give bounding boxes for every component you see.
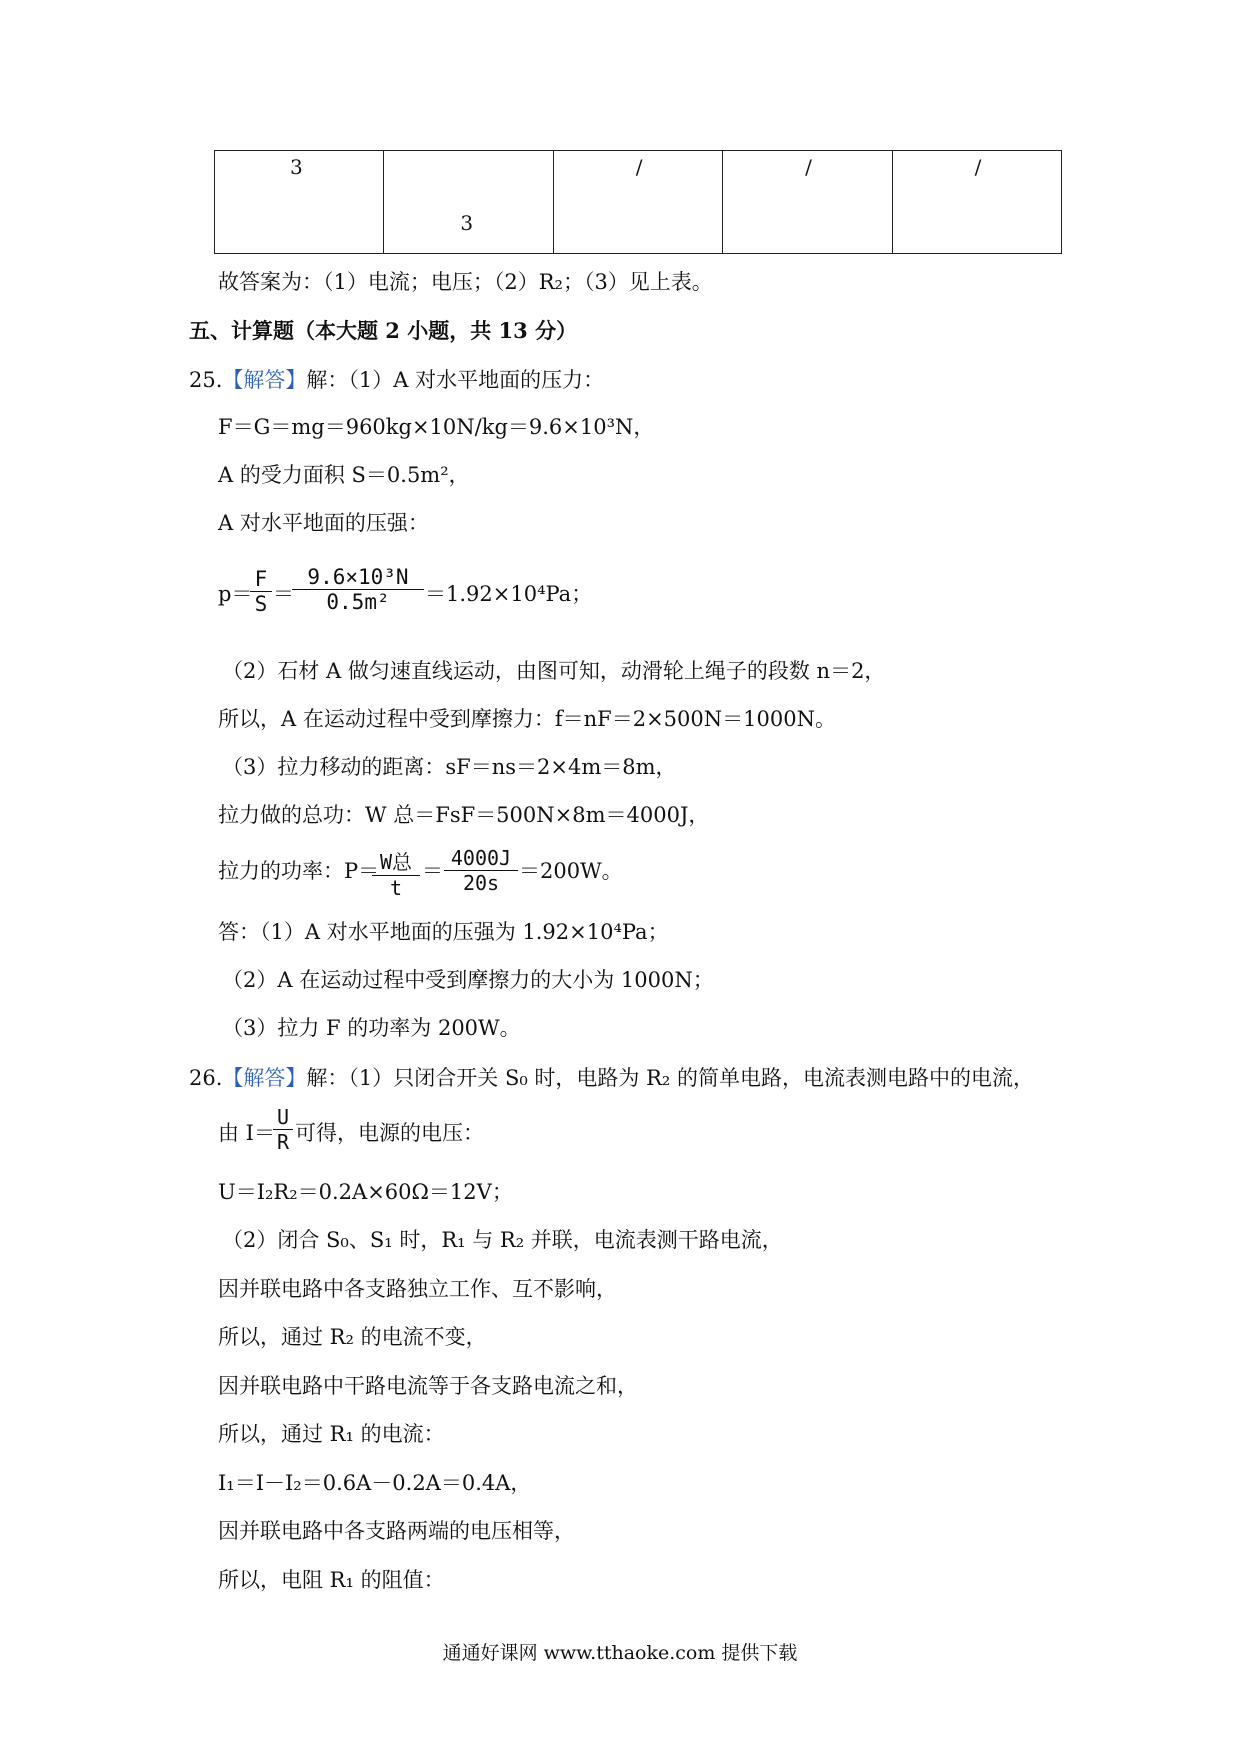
- q25-line: A 对水平地面的压强：: [218, 511, 429, 535]
- cell-text: /: [635, 155, 643, 179]
- q26-number: 26.: [189, 1066, 223, 1090]
- fraction-denominator: t: [389, 876, 403, 900]
- q25-line: （2）石材 A 做匀速直线运动，由图可知，动滑轮上绳子的段数 n＝2，: [222, 659, 886, 683]
- q25-intro: [189, 370, 604, 391]
- q26-line: 所以，电阻 R₁ 的阻值：: [218, 1568, 445, 1592]
- q25-answer-tag: 【解答】: [222, 368, 307, 392]
- cell-text: 3: [290, 155, 303, 179]
- q26-line: I₁＝I－I₂＝0.6A－0.2A＝0.4A，: [218, 1471, 532, 1495]
- answer-24: 故答案为：（1）电流；电压；（2）R₂；（3）见上表。: [218, 270, 713, 294]
- fraction-numerator: F: [254, 567, 268, 591]
- q26-line: U＝I₂R₂＝0.2A×60Ω＝12V；: [218, 1180, 513, 1204]
- ohm-rhs: 可得，电源的电压：: [295, 1121, 484, 1145]
- q26-line: 因并联电路中干路电流等于各支路电流之和，: [218, 1374, 638, 1398]
- page-footer: 通通好课网 www.tthaoke.com 提供下载: [442, 1642, 798, 1664]
- fraction-f-over-s: [250, 567, 272, 616]
- table-cell: [553, 151, 722, 254]
- table-cell: [215, 151, 384, 254]
- q26-intro-text: 解：（1）只闭合开关 S₀ 时，电路为 R₂ 的简单电路，电流表测电路中的电流，: [306, 1066, 1035, 1090]
- pressure-lhs: p＝: [218, 582, 253, 606]
- fraction-denominator: R: [276, 1130, 290, 1154]
- cell-text: /: [974, 155, 982, 179]
- fraction-denominator: 0.5m²: [326, 590, 390, 614]
- fraction-4000-over-20: [444, 846, 518, 895]
- q26-line: 因并联电路中各支路两端的电压相等，: [218, 1519, 575, 1543]
- fraction-numerator: 9.6×10³N: [307, 565, 409, 589]
- q26-answer-tag: 【解答】: [222, 1066, 307, 1090]
- equals-sign: ＝: [273, 582, 294, 606]
- q26-line: 所以，通过 R₂ 的电流不变，: [218, 1325, 487, 1349]
- pressure-result: ＝1.92×10⁴Pa；: [425, 582, 593, 606]
- cell-text: /: [805, 155, 812, 179]
- q25-number: 25.: [189, 368, 223, 392]
- cell-text: 3: [460, 211, 474, 235]
- power-result: ＝200W。: [519, 859, 623, 883]
- table-cell: [384, 151, 553, 254]
- fraction-numerator: U: [276, 1105, 290, 1129]
- q25-line: 拉力做的总功：W 总＝FsF＝500N×8m＝4000J，: [218, 803, 710, 827]
- fraction-force-over-area: [292, 565, 424, 614]
- table-cell: [723, 151, 892, 254]
- q25-answer: （2）A 在运动过程中受到摩擦力的大小为 1000N；: [222, 968, 714, 992]
- answer-table: [214, 150, 1062, 254]
- q25-line: （3）拉力移动的距离：sF＝ns＝2×4m＝8m，: [222, 755, 677, 779]
- fraction-numerator: W总: [379, 850, 413, 874]
- power-lhs: 拉力的功率：P＝: [218, 859, 380, 883]
- q25-line: F＝G＝mg＝960kg×10N/kg＝9.6×10³N，: [218, 415, 655, 439]
- q26-line: （2）闭合 S₀、S₁ 时，R₁ 与 R₂ 并联，电流表测干路电流，: [222, 1228, 783, 1252]
- q25-answer: 答：（1）A 对水平地面的压强为 1.92×10⁴Pa；: [218, 920, 669, 944]
- fraction-work-over-time: [372, 846, 420, 900]
- ohm-lhs: 由 I＝: [218, 1121, 275, 1145]
- fraction-u-over-r: [273, 1105, 293, 1154]
- q26-line: 所以，通过 R₁ 的电流：: [218, 1422, 445, 1446]
- fraction-denominator: S: [254, 592, 268, 616]
- q25-answer: （3）拉力 F 的功率为 200W。: [222, 1016, 521, 1040]
- fraction-numerator: 4000J: [450, 846, 512, 870]
- table-cell: [892, 151, 1061, 254]
- q26-line: 因并联电路中各支路独立工作、互不影响，: [218, 1277, 617, 1301]
- section-title: 五、计算题（本大题 2 小题，共 13 分）: [189, 318, 578, 343]
- equals-sign: ＝: [422, 859, 443, 883]
- q25-intro-text: 解：（1）A 对水平地面的压力：: [306, 368, 605, 392]
- q25-line: A 的受力面积 S＝0.5m²，: [218, 463, 470, 487]
- q26-intro: [189, 1068, 1034, 1089]
- fraction-denominator: 20s: [462, 871, 500, 895]
- q25-line: 所以，A 在运动过程中受到摩擦力：f＝nF＝2×500N＝1000N。: [218, 707, 836, 731]
